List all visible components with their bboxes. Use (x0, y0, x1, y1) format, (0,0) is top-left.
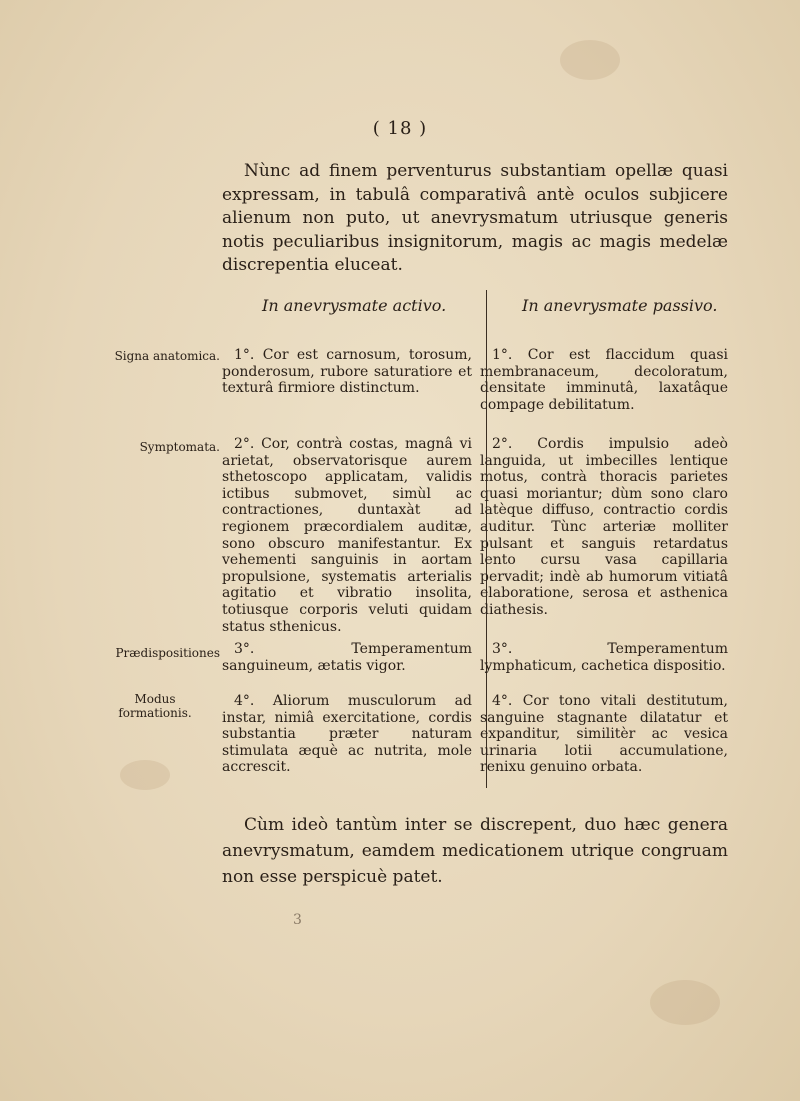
right-column-heading: In anevrysmate passivo. (522, 296, 718, 315)
left-cell-praedispositiones: 3°. Temperamentum sanguineum, ætatis vigor. (222, 641, 472, 674)
left-cell-signa: 1°. Cor est carnosum, torosum, ponderosum, rubore saturatiore et texturâ firmiore distinctum. (222, 347, 472, 397)
row-label-modus-formationis: Modus formationis. (118, 692, 192, 720)
paper-stain (560, 40, 620, 80)
page-number: ( 18 ) (372, 118, 428, 139)
stray-mark: 3 (293, 912, 302, 928)
paper-stain (650, 980, 720, 1025)
right-cell-praedispositiones: 3°. Temperamentum lymphaticum, cachetica dispositio. (480, 641, 728, 674)
row-label-praedispositiones: Prædispositiones (115, 646, 220, 660)
left-cell-symptomata: 2°. Cor, contrà costas, magnâ vi arietat, observatorisque aurem sthetoscopo applicatam, validis ictibus submovet, simùl ac contractiones, duntaxàt ad regionem præcordialem auditæ, sono obscuro manifestantur. Ex vehementi sanguinis in aortam propulsione, systematis arterialis agitatio et vibratio insolita, totiusque corporis veluti quidam status sthenicus. (222, 436, 472, 635)
intro-paragraph: Nùnc ad finem perventurus substantiam opellæ quasi expressam, in tabulâ comparativâ antè oculos subjicere alienum non puto, ut anevrysmatum utriusque generis notis peculiaribus insignitorum, magis ac magis medelæ discrepentia eluceat. (222, 161, 728, 276)
right-cell-signa: 1°. Cor est flaccidum quasi membranaceum, decoloratum, densitate imminutâ, laxatâque compage debilitatum. (480, 347, 728, 413)
right-cell-modus: 4°. Cor tono vitali destitutum, sanguine stagnante dilatatur et expanditur, similitèr ac vesica urinaria lotii accumulatione, renixu genuino orbata. (480, 693, 728, 776)
paper-stain (120, 760, 170, 790)
row-label-signa-anatomica: Signa anatomica. (114, 349, 220, 363)
left-column-heading: In anevrysmate activo. (262, 296, 447, 315)
row-label-symptomata: Symptomata. (139, 440, 220, 454)
left-cell-modus: 4°. Aliorum musculorum ad instar, nimiâ exercitatione, cordis substantia præter naturam stimulata æquè ac nutrita, mole accrescit. (222, 693, 472, 776)
conclusion-paragraph: Cùm ideò tantùm inter se discrepent, duo hæc genera anevrysmatum, eamdem medicationem utrique congruam non esse perspicuè patet. (222, 815, 728, 887)
right-cell-symptomata: 2°. Cordis impulsio adeò languida, ut imbecilles lentique motus, contrà thoracis parietes quasi moriantur; dùm sono claro latèque diffuso, contractio cordis auditur. Tùnc arteriæ molliter pulsant et sanguis retardatus lento cursu vasa capillaria pervadit; indè ab humorum vitiatâ elaboratione, serosa et asthenica diathesis. (480, 436, 728, 618)
